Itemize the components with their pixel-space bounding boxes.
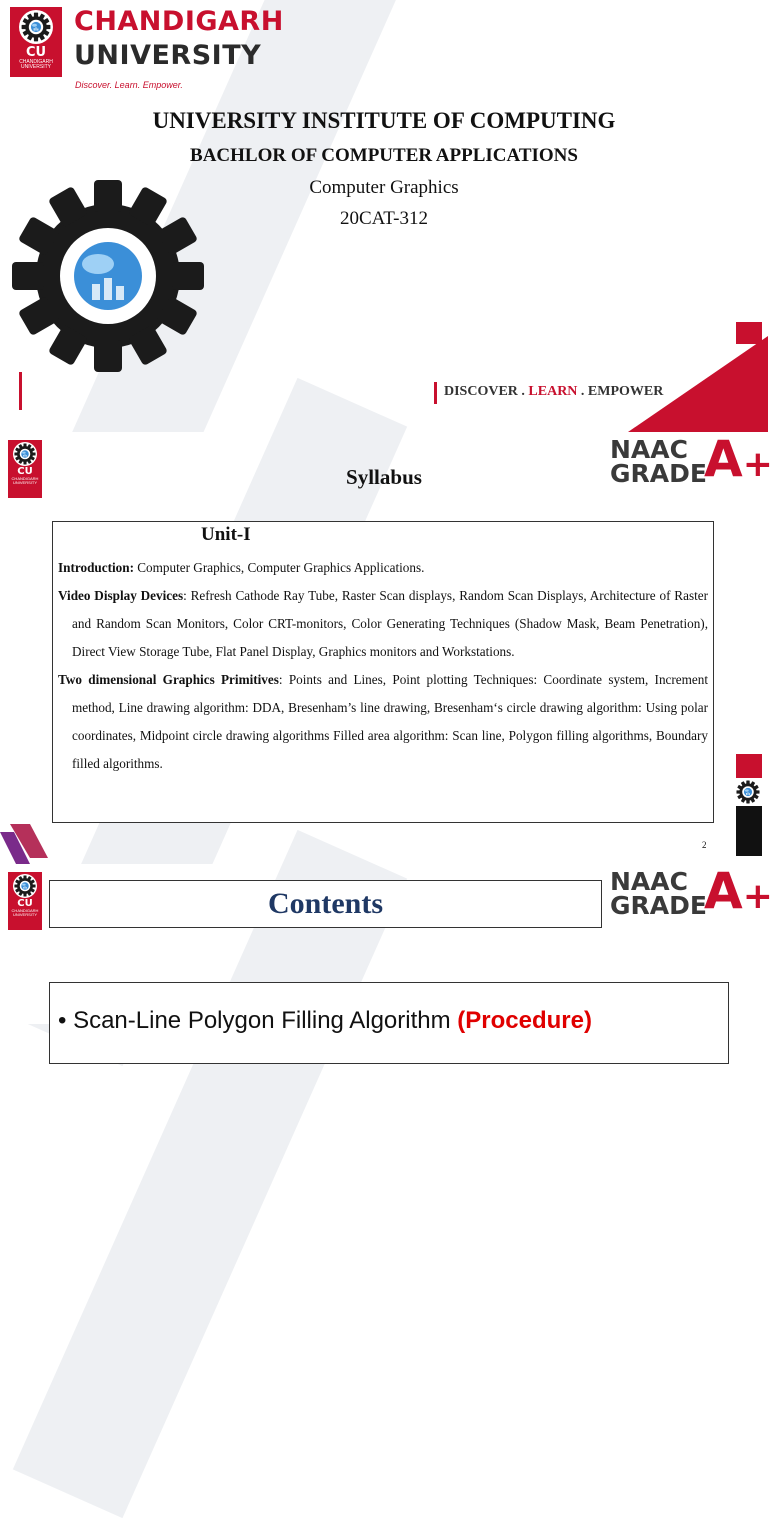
syllabus-item-2d-primitives [58,666,708,778]
naac-grade-letter: A [704,430,743,488]
item-text: : Points and Lines, Point plotting Techniques: Coordinate system, Increment method, Line drawing algorithm: DDA, Bresenham’s line drawing, Bresenham‘s circle drawing algorithm: Using polar coordinates, Midpoint circle drawing algorithms Filled area algorithm: Scan line, Polygon filling algorithms, Boundary filled algorithms. [72,672,709,771]
naac-line2: GRADE [610,890,707,920]
naac-grade [704,862,773,920]
footer-motto [444,384,663,400]
footer-learn: LEARN [528,384,578,399]
side-gear-icon [736,780,762,804]
accent-bar [19,372,22,410]
footer-accent [434,382,437,404]
logo-sub-1: CHANDIGARH [11,476,39,481]
footer-discover: DISCOVER . [444,384,529,399]
program-title: BACHLOR OF COMPUTER APPLICATIONS [190,145,578,166]
contents-slide [0,862,773,1034]
naac-line1: NAAC [610,435,688,464]
course-name: Computer Graphics [309,177,459,198]
course-code: 20CAT-312 [340,208,428,229]
brand-name-line1: CHANDIGARH [74,6,284,37]
syllabus-item-video-display [58,582,708,666]
naac-line1: NAAC [610,867,688,896]
contents-item-1 [58,1007,592,1035]
side-red-block [736,754,762,778]
brand-name-line2: UNIVERSITY [74,40,262,71]
logo-sub-1: CHANDIGARH [19,59,53,65]
decorative-diagonal [13,830,407,1518]
cu-logo-small [8,872,42,930]
cu-logo [10,7,62,77]
syllabus-slide [0,430,773,864]
syllabus-item-intro [58,554,708,582]
logo-initials: CU [17,466,33,477]
nav-arrow-icon [0,824,50,864]
item-label: Introduction: [58,560,134,575]
contents-item-highlight: (Procedure) [457,1007,592,1034]
naac-line2: GRADE [610,458,707,488]
item-text: : Refresh Cathode Ray Tube, Raster Scan displays, Random Scan Displays, Architecture of Raster and Random Scan Monitors, Color CRT-monitors, Color Generating Techniques (Shadow Mask, Beam Penetration), Direct View Storage Tube, Flat Panel Display, Graphics monitors and Workstations. [72,588,708,659]
naac-grade-plus: + [742,444,773,485]
logo-sub-2: UNIVERSITY [12,480,37,485]
title-slide [0,0,768,432]
naac-grade-plus: + [742,876,773,917]
syllabus-title: Syllabus [346,465,422,489]
side-black-block [736,806,762,856]
cu-logo-icon [13,874,37,898]
item-label: Video Display Devices [58,588,184,603]
syllabus-content-box [52,521,714,823]
contents-item-text: Scan-Line Polygon Filling Algorithm [73,1007,458,1034]
logo-initials: CU [25,45,47,60]
logo-sub-2: UNIVERSITY [12,912,37,917]
naac-badge-icon [610,867,707,920]
contents-title-box [49,880,602,928]
institute-title: UNIVERSITY INSTITUTE OF COMPUTING [152,108,616,133]
cu-logo-icon [19,10,53,44]
page-number: 2 [702,840,707,850]
footer-empower: . EMPOWER [577,384,664,399]
item-text: Computer Graphics, Computer Graphics Applications. [133,560,425,575]
unit-heading: Unit-I [201,524,251,545]
gear-globe-icon [6,176,210,376]
item-label: Two dimensional Graphics Primitives [58,672,279,687]
brand-tagline: Discover. Learn. Empower. [75,80,183,90]
logo-sub-2: UNIVERSITY [20,64,51,70]
logo-sub-1: CHANDIGARH [11,908,39,913]
logo-initials: CU [17,898,33,909]
bullet-icon: • [58,1007,67,1034]
contents-list-box [49,982,729,1064]
naac-grade-letter: A [704,862,743,920]
cu-logo-icon [13,442,37,466]
contents-title: Contents [267,887,383,920]
syllabus-text [58,554,708,778]
